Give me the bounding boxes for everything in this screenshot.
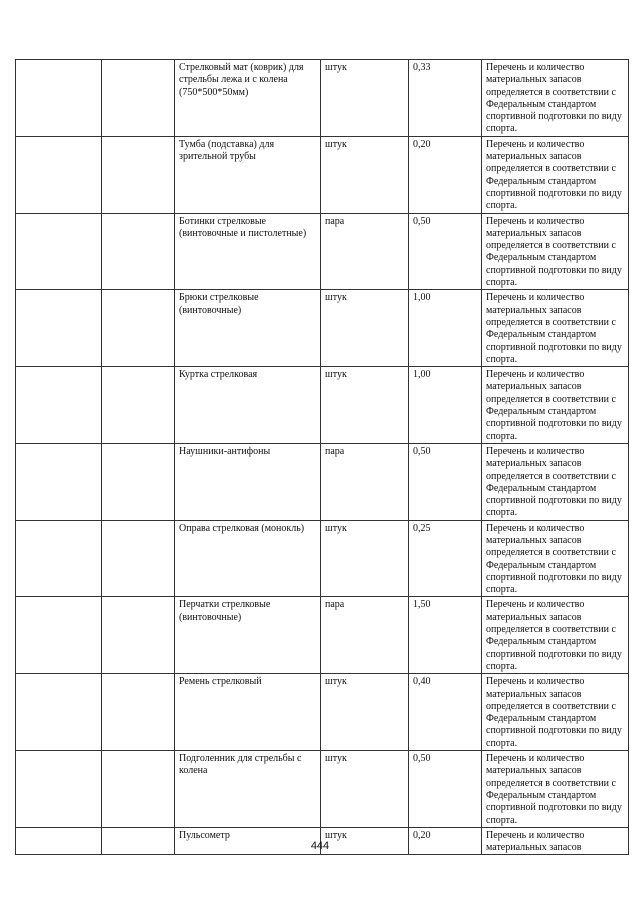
quantity-cell: 1,00 [409, 290, 482, 367]
item-name-cell: Подголенник для стрельбы с колена [175, 751, 321, 828]
quantity-cell: 0,40 [409, 674, 482, 751]
quantity-cell: 1,50 [409, 597, 482, 674]
item-name-cell: Перчатки стрелковые (винтовочные) [175, 597, 321, 674]
empty-cell [102, 290, 175, 367]
materials-table-body [16, 60, 629, 855]
note-cell: Перечень и количество материальных запасов определяется в соответствии с Федеральным стандартом спортивной подготовки по виду спорта. [482, 136, 629, 213]
table-row [16, 751, 629, 828]
unit-cell: штук [321, 136, 409, 213]
empty-cell [102, 443, 175, 520]
item-name-cell: Тумба (подставка) для зрительной трубы [175, 136, 321, 213]
empty-cell [102, 367, 175, 444]
empty-cell [102, 60, 175, 137]
unit-cell: штук [321, 751, 409, 828]
quantity-cell: 0,50 [409, 213, 482, 290]
quantity-cell: 0,50 [409, 751, 482, 828]
quantity-cell: 0,33 [409, 60, 482, 137]
note-cell: Перечень и количество материальных запасов определяется в соответствии с Федеральным стандартом спортивной подготовки по виду спорта. [482, 443, 629, 520]
empty-cell [102, 136, 175, 213]
empty-cell [16, 367, 102, 444]
item-name-cell: Брюки стрелковые (винтовочные) [175, 290, 321, 367]
empty-cell [16, 290, 102, 367]
quantity-cell: 0,20 [409, 827, 482, 855]
empty-cell [16, 136, 102, 213]
item-name-cell: Пульсометр [175, 827, 321, 855]
empty-cell [102, 597, 175, 674]
note-cell: Перечень и количество материальных запасов определяется в соответствии с Федеральным стандартом спортивной подготовки по виду спорта. [482, 290, 629, 367]
quantity-cell: 0,25 [409, 520, 482, 597]
item-name-cell: Куртка стрелковая [175, 367, 321, 444]
page-number: 444 [310, 840, 330, 852]
quantity-cell: 0,50 [409, 443, 482, 520]
item-name-cell: Наушники-антифоны [175, 443, 321, 520]
table-row [16, 213, 629, 290]
table-row [16, 520, 629, 597]
item-name-cell: Стрелковый мат (коврик) для стрельбы лежа и с колена (750*500*50мм) [175, 60, 321, 137]
empty-cell [16, 674, 102, 751]
unit-cell: штук [321, 520, 409, 597]
unit-cell: пара [321, 213, 409, 290]
table-row [16, 674, 629, 751]
empty-cell [16, 443, 102, 520]
empty-cell [102, 520, 175, 597]
unit-cell: штук [321, 367, 409, 444]
materials-table [15, 59, 629, 855]
table-row [16, 367, 629, 444]
table-row [16, 597, 629, 674]
empty-cell [16, 597, 102, 674]
unit-cell: пара [321, 443, 409, 520]
empty-cell [102, 751, 175, 828]
empty-cell [102, 674, 175, 751]
item-name-cell: Оправа стрелковая (монокль) [175, 520, 321, 597]
table-row [16, 290, 629, 367]
note-cell: Перечень и количество материальных запасов определяется в соответствии с Федеральным стандартом спортивной подготовки по виду спорта. [482, 520, 629, 597]
item-name-cell: Ремень стрелковый [175, 674, 321, 751]
empty-cell [16, 60, 102, 137]
table-row [16, 60, 629, 137]
note-cell: Перечень и количество материальных запасов определяется в соответствии с Федеральным стандартом спортивной подготовки по виду спорта. [482, 674, 629, 751]
unit-cell: штук [321, 290, 409, 367]
table-row [16, 443, 629, 520]
empty-cell [16, 520, 102, 597]
note-cell: Перечень и количество материальных запасов определяется в соответствии с Федеральным стандартом спортивной подготовки по виду спорта. [482, 751, 629, 828]
table-row [16, 136, 629, 213]
item-name-cell: Ботинки стрелковые (винтовочные и пистолетные) [175, 213, 321, 290]
empty-cell [16, 751, 102, 828]
unit-cell: пара [321, 597, 409, 674]
unit-cell: штук [321, 674, 409, 751]
unit-cell: штук [321, 60, 409, 137]
note-cell: Перечень и количество материальных запасов определяется в соответствии с Федеральным стандартом спортивной подготовки по виду спорта. [482, 367, 629, 444]
note-cell: Перечень и количество материальных запасов определяется в соответствии с Федеральным стандартом спортивной подготовки по виду спорта. [482, 213, 629, 290]
empty-cell [16, 213, 102, 290]
unit-cell: штук [321, 827, 409, 855]
note-cell: Перечень и количество материальных запасов определяется в соответствии с Федеральным стандартом спортивной подготовки по виду спорта. [482, 60, 629, 137]
note-cell: Перечень и количество материальных запасов [482, 827, 629, 855]
note-cell: Перечень и количество материальных запасов определяется в соответствии с Федеральным стандартом спортивной подготовки по виду спорта. [482, 597, 629, 674]
empty-cell [102, 213, 175, 290]
quantity-cell: 0,20 [409, 136, 482, 213]
quantity-cell: 1,00 [409, 367, 482, 444]
